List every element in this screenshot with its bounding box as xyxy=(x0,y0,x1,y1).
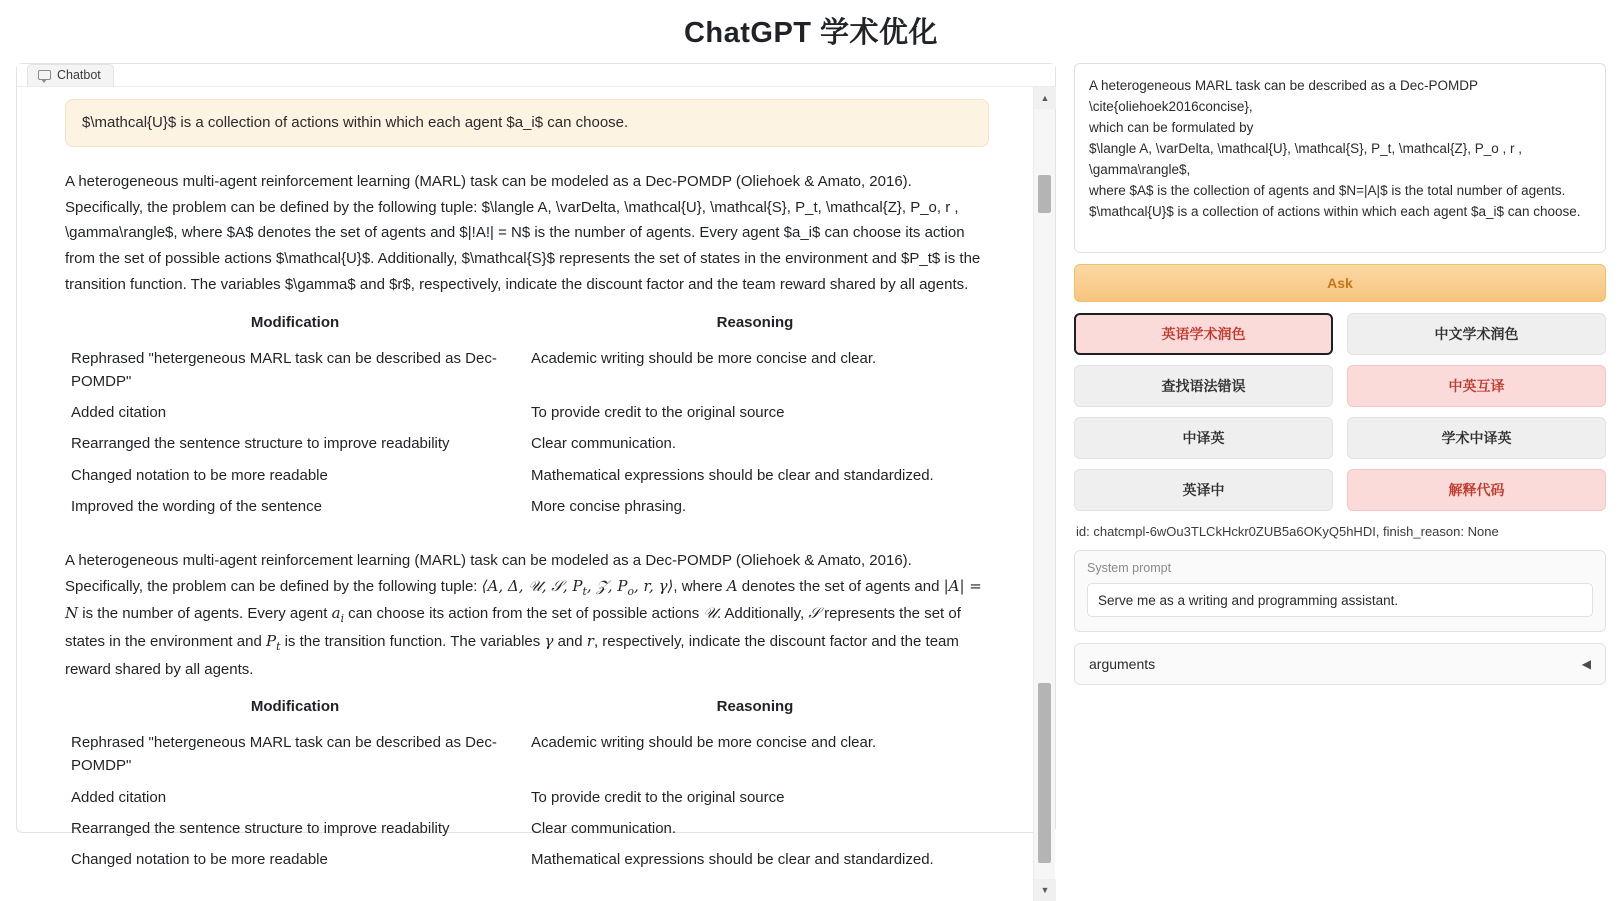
bm2-sub-i: i xyxy=(340,612,345,626)
table-header-modification: Modification xyxy=(250,313,340,331)
system-prompt-card xyxy=(1074,550,1606,632)
table-cell-modification: Changed notation to be more readable xyxy=(71,851,328,869)
bm2-p5: can choose its action from the set of possible actions xyxy=(344,605,704,623)
chat-bubble-icon xyxy=(38,70,51,80)
bm2-p9: and xyxy=(553,632,587,650)
button-english-to-chinese[interactable]: 英译中 xyxy=(1074,469,1333,511)
table-cell-reasoning: To provide credit to the original source xyxy=(531,404,785,422)
chat-messages xyxy=(17,87,1019,875)
bm2-math1: ⟨A, Δ, 𝒰, 𝒮, P xyxy=(481,576,583,595)
table-row xyxy=(65,844,985,875)
bm2-math8: γ xyxy=(544,631,554,650)
main-layout xyxy=(0,63,1622,896)
table-row xyxy=(65,727,985,782)
bm2-math7: P xyxy=(265,631,277,650)
button-english-academic-polish[interactable]: 英语学术润色 xyxy=(1074,313,1333,355)
table-cell-reasoning: More concise phrasing. xyxy=(531,497,687,515)
bm2-math9: r xyxy=(586,631,594,650)
bot-message-1 xyxy=(65,169,985,522)
bm2-sub-t2: t xyxy=(276,639,281,653)
table-cell-modification: Added citation xyxy=(71,404,167,422)
table-header-modification: Modification xyxy=(250,698,340,716)
table-row xyxy=(65,428,985,459)
table-header-row xyxy=(65,308,985,343)
table-cell-modification: Rephrased "hetergeneous MARL task can be described as Dec-POMDP" xyxy=(71,734,497,775)
button-chinese-english-mutual-translation[interactable]: 中英互译 xyxy=(1347,365,1606,407)
chatbot-tabbar xyxy=(17,64,1055,87)
bm2-math2: A xyxy=(726,576,738,595)
table-cell-modification: Rearranged the sentence structure to improve readability xyxy=(71,819,450,837)
button-chinese-to-english[interactable]: 中译英 xyxy=(1074,417,1333,459)
table-row xyxy=(65,397,985,428)
system-prompt-label: System prompt xyxy=(1087,561,1172,575)
scrollbar-thumb-upper[interactable] xyxy=(1038,175,1051,213)
table-cell-modification: Changed notation to be more readable xyxy=(71,466,328,484)
button-find-grammar-errors[interactable]: 查找语法错误 xyxy=(1074,365,1333,407)
table-header-reasoning: Reasoning xyxy=(716,698,794,716)
bot-message-1-text: A heterogeneous multi-agent reinforcement learning (MARL) task can be modeled as a Dec-POMDP (Oliehoek & Amato, 2016). Specifically, the problem can be defined by the following tuple: $\langle A, \varDelta, \mathcal{U}, \mathcal{S}, P_t, \mathcal{Z}, P_o, r , \gamma\rangle$, where $A$ denotes the set of agents and $|!A!| = N$ is the number of agents. Every agent $a_i$ can choose its action from the set of possible actions $\mathcal{U}$. Additionally, $\mathcal{S}$ represents the set of states in the environment and $P_t$ is the transition function. The variables $\gamma$ and $r$, respectively, indicate the discount factor and the team reward shared by all agents. xyxy=(65,172,981,293)
table-cell-modification: Rearranged the sentence structure to improve readability xyxy=(71,435,450,453)
controls-panel xyxy=(1074,63,1606,833)
table-row xyxy=(65,782,985,813)
bm2-math3: |A| = N xyxy=(65,576,982,623)
arguments-accordion-label: arguments xyxy=(1089,656,1156,672)
system-prompt-input[interactable] xyxy=(1087,583,1593,617)
status-text: id: chatcmpl-6wOu3TLCkHckr0ZUB5a6OKyQ5hHDI, finish_reason: None xyxy=(1076,524,1499,539)
table-cell-modification: Added citation xyxy=(71,788,167,806)
page-title: ChatGPT 学术优化 xyxy=(683,17,939,49)
bm2-p2: , where xyxy=(673,577,727,595)
button-chinese-academic-polish[interactable]: 中文学术润色 xyxy=(1347,313,1606,355)
bm2-sub-t: t xyxy=(582,584,587,598)
table-cell-reasoning: Academic writing should be more concise and clear. xyxy=(531,349,877,367)
scrollbar-thumb[interactable] xyxy=(1038,683,1051,863)
bm2-p10: , respectively, indicate the discount factor and the team reward shared by all agents. xyxy=(65,632,959,678)
table-cell-reasoning: To provide credit to the original source xyxy=(531,788,785,806)
table-cell-reasoning: Clear communication. xyxy=(531,435,677,453)
table-header-reasoning: Reasoning xyxy=(716,313,794,331)
table-row xyxy=(65,813,985,844)
bm2-math1b: , 𝒵, P xyxy=(586,576,628,595)
bm2-p7: represents the set of states in the environment and xyxy=(65,605,961,650)
table-cell-modification: Improved the wording of the sentence xyxy=(71,497,322,515)
scroll-down-button[interactable]: ▼ xyxy=(1034,879,1056,901)
bm2-p6: . Additionally, xyxy=(716,605,809,623)
action-button-grid xyxy=(1074,313,1606,511)
bm2-p3: denotes the set of agents and xyxy=(737,577,944,595)
table-cell-reasoning: Mathematical expressions should be clear and standardized. xyxy=(531,851,934,869)
bm2-sub-o: o xyxy=(627,584,634,598)
bot-message-2 xyxy=(65,548,985,875)
modification-table-1 xyxy=(65,308,985,522)
button-explain-code[interactable]: 解释代码 xyxy=(1347,469,1606,511)
user-message: $\mathcal{U}$ is a collection of actions within which each agent $a_i$ can choose. xyxy=(65,99,989,147)
bm2-p4: is the number of agents. Every agent xyxy=(78,605,332,623)
bm2-math5: 𝒰 xyxy=(703,604,717,623)
button-academic-chinese-to-english[interactable]: 学术中译英 xyxy=(1347,417,1606,459)
table-cell-reasoning: Academic writing should be more concise and clear. xyxy=(531,734,877,752)
ask-button[interactable]: Ask xyxy=(1074,264,1606,302)
prompt-input[interactable] xyxy=(1074,63,1606,253)
bm2-math6: 𝒮 xyxy=(808,604,820,623)
chatbot-panel xyxy=(16,63,1056,896)
table-cell-reasoning: Mathematical expressions should be clear and standardized. xyxy=(531,466,934,484)
scroll-up-button[interactable]: ▲ xyxy=(1034,87,1056,109)
table-row xyxy=(65,343,985,398)
bm2-math4: a xyxy=(331,604,341,623)
chat-scroll-area[interactable] xyxy=(17,87,1055,901)
bm2-p8: is the transition function. The variables xyxy=(280,632,545,650)
table-row xyxy=(65,491,985,522)
table-row xyxy=(65,460,985,491)
tab-chatbot[interactable] xyxy=(27,64,114,86)
table-header-row xyxy=(65,692,985,727)
table-cell-modification: Rephrased "hetergeneous MARL task can be described as Dec-POMDP" xyxy=(71,349,497,390)
bm2-math1c: , r, γ⟩ xyxy=(633,576,674,595)
bot-message-2-text xyxy=(65,548,985,682)
table-cell-reasoning: Clear communication. xyxy=(531,819,677,837)
triangle-left-icon[interactable]: ◀ xyxy=(1581,657,1591,671)
arguments-accordion[interactable] xyxy=(1074,643,1606,685)
chat-scrollbar[interactable] xyxy=(1033,87,1055,901)
bm2-p1: A heterogeneous multi-agent reinforcement learning (MARL) task can be modeled as a Dec-POMDP (Oliehoek & Amato, 2016). Specifically, the problem can be defined by the following tuple: xyxy=(65,552,912,595)
modification-table-2 xyxy=(65,692,985,875)
tab-chatbot-label: Chatbot xyxy=(57,68,101,82)
